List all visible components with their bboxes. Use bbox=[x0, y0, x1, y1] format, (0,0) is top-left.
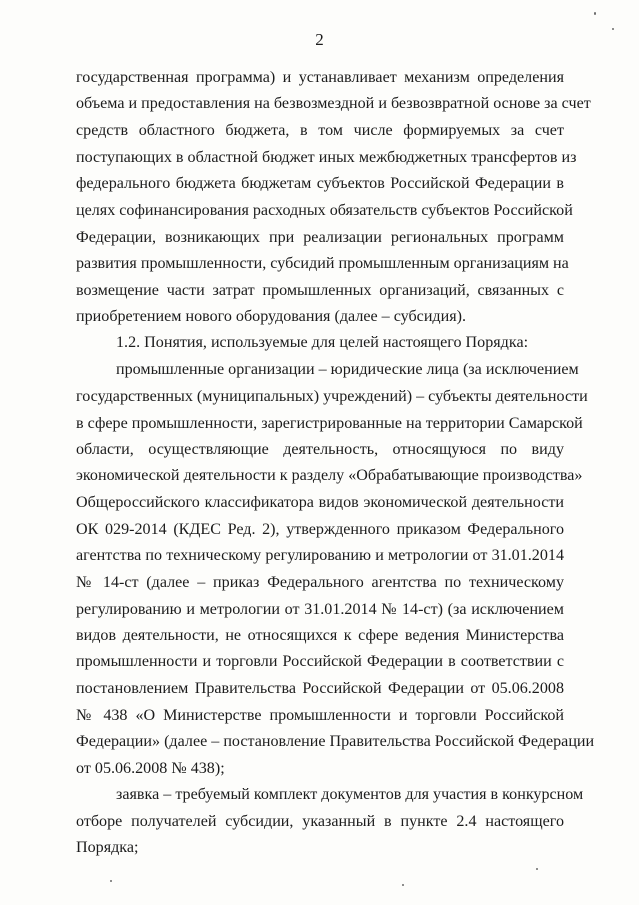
text-line: экономической деятельности к разделу «Обрабатывающие производства» bbox=[76, 467, 583, 484]
text-line: № 14-ст (далее – приказ Федерального агентства по техническому bbox=[76, 574, 564, 591]
text-line: средств областного бюджета, в том числе формируемых за счет bbox=[76, 122, 564, 139]
text-line: отборе получателей субсидии, указанный в пункте 2.4 настоящего bbox=[76, 813, 564, 830]
text-line: возмещение части затрат промышленных организаций, связанных с bbox=[76, 282, 564, 299]
text-line: видов деятельности, не относящихся к сфере ведения Министерства bbox=[76, 627, 564, 644]
text-line: приобретением нового оборудования (далее – субсидия). bbox=[76, 308, 467, 325]
text-line: от 05.06.2008 № 438); bbox=[76, 760, 225, 777]
text-line: ОК 029-2014 (КДЕС Ред. 2), утвержденного приказом Федерального bbox=[76, 521, 564, 538]
text-line: промышленные организации – юридические лица (за исключением bbox=[116, 361, 579, 378]
section-heading: 1.2. Понятия, используемые для целей настоящего Порядка: bbox=[116, 334, 529, 351]
text-line: промышленности и торговли Российской Федерации в соответствии с bbox=[76, 653, 564, 670]
text-line: федерального бюджета бюджетам субъектов Российской Федерации в bbox=[76, 175, 564, 192]
page-number: 2 bbox=[315, 30, 324, 49]
text-line: в сфере промышленности, зарегистрированные на территории Самарской bbox=[76, 415, 583, 432]
text-line: объема и предоставления на безвозмездной и безвозвратной основе за счет bbox=[76, 95, 591, 112]
text-line: № 438 «О Министерстве промышленности и торговли Российской bbox=[76, 707, 564, 724]
text-line: развития промышленности, субсидий промышленным организациям на bbox=[76, 255, 569, 272]
text-line: целях софинансирования расходных обязательств субъектов Российской bbox=[76, 202, 573, 219]
scan-speck bbox=[536, 868, 538, 870]
scan-speck bbox=[402, 884, 404, 886]
text-line: регулированию и метрологии от 31.01.2014 № 14-ст) (за исключением bbox=[76, 601, 564, 618]
text-line: заявка – требуемый комплект документов для участия в конкурсном bbox=[116, 786, 584, 803]
text-line: агентства по техническому регулированию и метрологии от 31.01.2014 bbox=[76, 547, 564, 564]
text-line: Федерации» (далее – постановление Правительства Российской Федерации bbox=[76, 733, 595, 750]
text-line: поступающих в областной бюджет иных межбюджетных трансфертов из bbox=[76, 149, 577, 166]
text-line: государственных (муниципальных) учреждений) – субъекты деятельности bbox=[76, 388, 588, 405]
text-line: области, осуществляющие деятельность, относящуюся по виду bbox=[76, 441, 564, 458]
text-line: Федерации, возникающих при реализации региональных программ bbox=[76, 229, 564, 246]
scan-speck bbox=[110, 880, 112, 882]
text-line: государственная программа) и устанавливает механизм определения bbox=[76, 69, 564, 86]
text-line: Общероссийского классификатора видов экономической деятельности bbox=[76, 494, 564, 511]
scan-speck bbox=[612, 28, 614, 30]
scan-speck bbox=[594, 12, 596, 15]
text-line: Порядка; bbox=[76, 839, 139, 856]
text-line: постановлением Правительства Российской Федерации от 05.06.2008 bbox=[76, 680, 564, 697]
